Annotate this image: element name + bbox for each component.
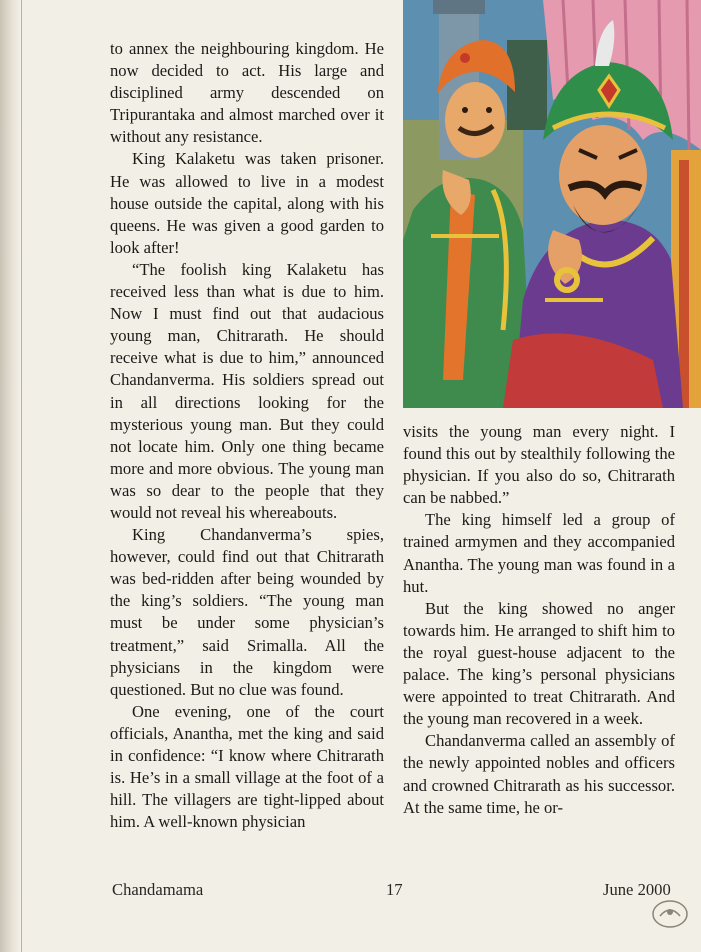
paragraph: to annex the neighbouring kingdom. He now decided to act. His large and disciplined army descended on Tripurantaka and almost marched over it without any resistance. bbox=[110, 39, 384, 147]
footer-magazine-name: Chandamama bbox=[112, 880, 204, 899]
paragraph: “The foolish king Kalaketu has received less than what is due to him. Now I must find out that audacious young man, Chitrarath. He should receive what is due to him,” announced Chandanverma. His soldiers spread out in all directions looking for the mysterious young man. But they could not locate him. Only one thing became more and more obvious. The young man was so dear to the people that they would not reveal his whereabouts. bbox=[110, 259, 384, 522]
paragraph: Chandanverma called an assembly of the newly appointed nobles and officers and crowned Chitrarath as his successor. At the same time, he or- bbox=[403, 731, 675, 817]
paragraph: visits the young man every night. I found this out by stealthily following the physician. If you also do so, Chitrarath can be nabbed.” bbox=[403, 422, 675, 508]
king-and-court-official-illustration bbox=[403, 0, 701, 408]
footer-issue-date: June 2000 bbox=[603, 880, 671, 899]
footer-page-number: 17 bbox=[386, 880, 403, 899]
king-head bbox=[559, 125, 647, 225]
chandamama-stamp-icon bbox=[648, 896, 692, 932]
story-left-column bbox=[110, 38, 384, 833]
official-head bbox=[445, 82, 505, 158]
paragraph: King Chandanverma’s spies, however, could find out that Chitrarath was bed-ridden after being wounded by the king’s soldiers. “The young man must be under some physician’s treatment,” said Srimalla. All the physicians in the kingdom were questioned. But no clue was found. bbox=[110, 525, 384, 699]
paragraph: King Kalaketu was taken prisoner. He was allowed to live in a modest house outside the capital, along with his queens. He was given a good garden to look after! bbox=[110, 149, 384, 257]
paragraph: One evening, one of the court officials, Anantha, met the king and said in confidence: “I know where Chitrarath is. He’s in a small village at the foot of a hill. The villagers are tight-lipped about him. A well-known physician bbox=[110, 701, 384, 832]
page-spine-line bbox=[21, 0, 22, 952]
paragraph: But the king showed no anger towards him. He arranged to shift him to the royal guest-house adjacent to the palace. The king’s personal physicians were appointed to treat Chitrarath. And the young man recovered in a week. bbox=[403, 598, 675, 729]
story-right-column bbox=[403, 421, 675, 819]
paragraph: The king himself led a group of trained armymen and they accompanied Anantha. The young man was found in a hut. bbox=[403, 510, 675, 596]
page-spine-shadow bbox=[0, 0, 20, 952]
